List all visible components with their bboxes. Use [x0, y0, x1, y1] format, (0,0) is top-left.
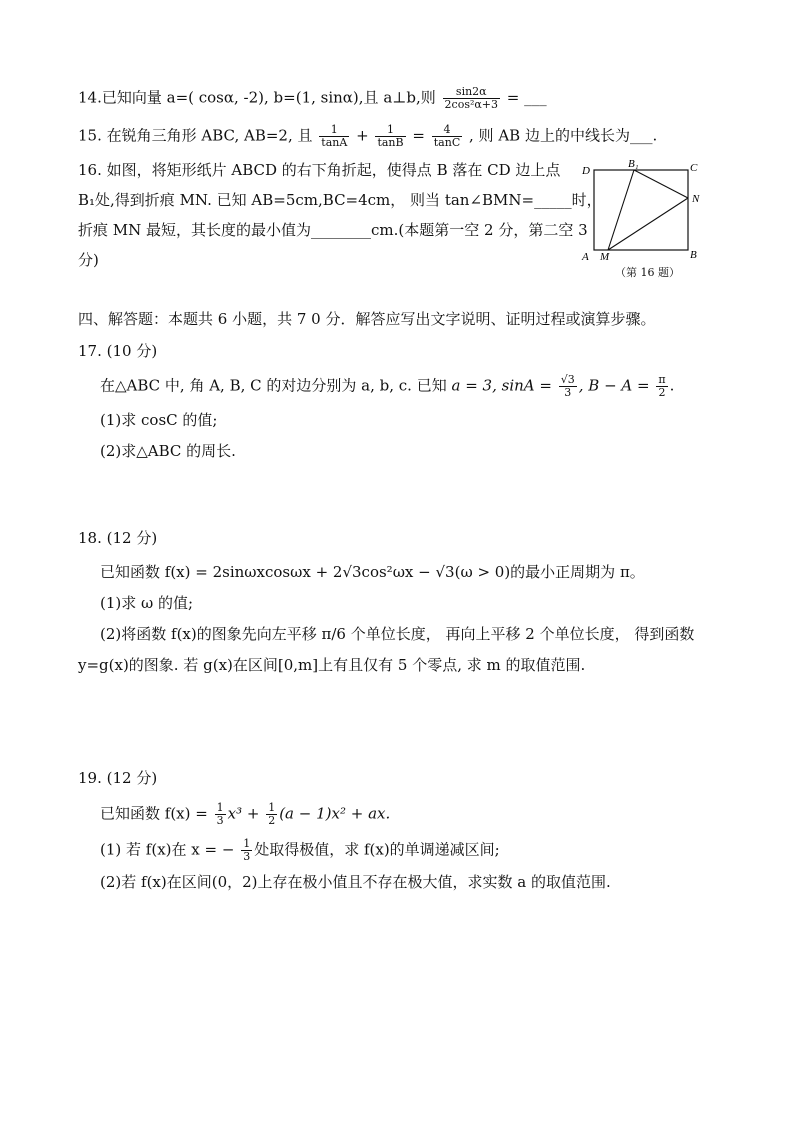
q16-line-2: B₁处,得到折痕 MN. 已知 AB=5cm,BC=4cm， 则当 tan∠BMN=_____时，	[78, 191, 602, 209]
question-14	[78, 86, 547, 111]
q19-fraction-1-3: $\frac{1}{3}$	[216, 801, 224, 827]
q17-part-2: (2)求△ABC 的周长.	[100, 442, 236, 460]
line-m-b1	[608, 170, 634, 250]
label-n: N	[692, 193, 700, 205]
q15-fraction-3: $\frac{4}{\tan C}$	[433, 123, 461, 149]
q18-part-2-line-2: y=g(x)的图象. 若 g(x)在区间[0,m]上有且仅有 5 个零点, 求 m 的取值范围.	[78, 656, 586, 674]
q16-line-3: 折痕 MN 最短，其长度的最小值为________cm.(本题第一空 2 分，第二空 3	[78, 221, 588, 239]
rectangle-abcd	[594, 170, 688, 250]
q19-stem: 已知函数 f(x) = $\frac{1}{3}$ x³ + $\frac{1}{2}$ (a − 1)x² + ax.	[100, 801, 391, 827]
q17-part-1: (1)求 cosC 的值;	[100, 411, 218, 429]
q19-header: 19. (12 分)	[78, 769, 158, 787]
q17-fraction-sqrt3-over-3: $\frac{√3}{3}$	[560, 373, 575, 399]
q17-header: 17. (10 分)	[78, 342, 158, 360]
q14-tail: = ___	[506, 88, 547, 107]
q14-fraction: $\frac{\sin 2\alpha}{\text{2cos²α+3}}$	[444, 85, 499, 111]
q15-fraction-2: $\frac{1}{\tan B}$	[377, 123, 404, 149]
q16-figure-caption: （第 16 题）	[615, 266, 680, 279]
label-m: M	[600, 251, 610, 263]
q16-line-1: 16. 如图，将矩形纸片 ABCD 的右下角折起，使得点 B 落在 CD 边上点	[78, 161, 561, 179]
q15-text: 15. 在锐角三角形 ABC, AB=2, 且	[78, 126, 313, 145]
q18-stem: 已知函数 f(x) = 2sinωxcosωx + 2√3cos²ωx − √3(ω > 0)的最小正周期为 π。	[100, 563, 645, 581]
line-b1-n	[634, 170, 688, 198]
q18-part-1: (1)求 ω 的值;	[100, 594, 194, 612]
q16-line-4: 分)	[78, 251, 99, 269]
label-b: B	[690, 249, 697, 261]
label-b1: B₁	[628, 158, 639, 170]
q19-part1-fraction: $\frac{1}{3}$	[243, 837, 251, 863]
q17-stem: 在△ABC 中, 角 A, B, C 的对边分别为 a, b, c. 已知 a = 3, sinA = $\frac{√3}{3}$ , B − A = $\frac{\pi}{2}$ .	[100, 373, 675, 399]
q19-part-1: (1) 若 f(x)在 x = − $\frac{1}{3}$ 处取得极值，求 f(x)的单调递减区间;	[100, 837, 500, 863]
q15-fraction-1: $\frac{1}{\tan A}$	[321, 123, 348, 149]
question-15: 15. 在锐角三角形 ABC, AB=2, 且 $\frac{1}{\tan A}$ + $\frac{1}{\tan B}$ = $\frac{4}{\tan C}$ , 则 AB 边上的中线长为___.	[78, 123, 658, 149]
label-d: D	[582, 165, 590, 177]
q19-part-2: (2)若 f(x)在区间(0，2)上存在极小值且不存在极大值，求实数 a 的取值范围.	[100, 873, 611, 891]
q18-header: 18. (12 分)	[78, 529, 158, 547]
crease-mn	[608, 198, 688, 250]
label-a: A	[582, 251, 589, 263]
label-c: C	[690, 162, 698, 174]
q17-fraction-pi-over-2: $\frac{\pi}{2}$	[658, 373, 666, 399]
q19-fraction-1-2: $\frac{1}{2}$	[268, 801, 276, 827]
q18-part-2-line-1: (2)将函数 f(x)的图象先向左平移 π/6 个单位长度， 再向上平移 2 个单位长度， 得到函数	[100, 625, 695, 643]
section-4-heading: 四、解答题：本题共 6 小题，共 7 0 分．解答应写出文字说明、证明过程或演算步骤。	[78, 310, 656, 328]
q14-text: 14.已知向量 a=( cosα, -2), b=(1, sinα),且 a⊥b,则	[78, 88, 436, 107]
q15-tail: , 则 AB 边上的中线长为___.	[469, 126, 658, 145]
